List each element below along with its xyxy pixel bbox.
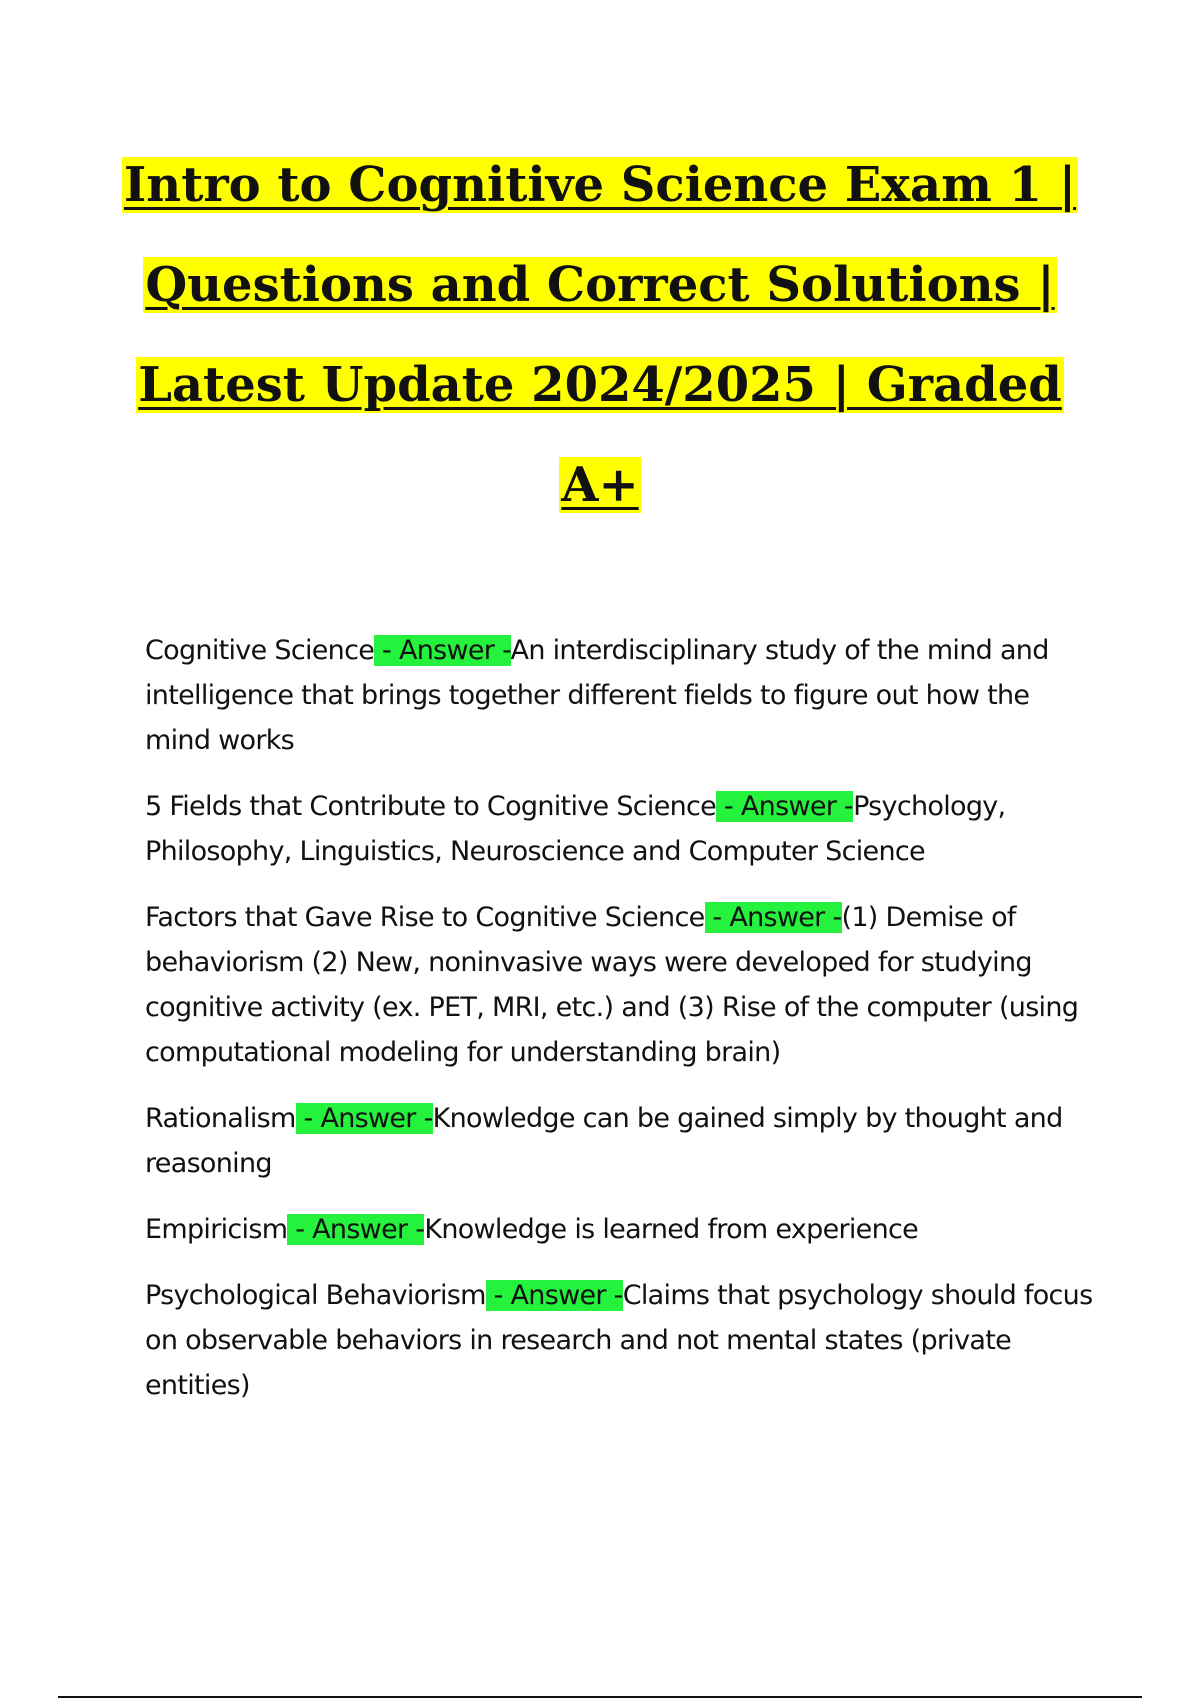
answer-tag: - Answer -	[704, 902, 842, 933]
document-title	[120, 135, 1080, 535]
qa-item	[145, 895, 1095, 1075]
title-line-1-text: Intro to Cognitive Science Exam 1 |	[123, 157, 1077, 213]
footer-divider	[58, 1696, 1142, 1698]
qa-term: Rationalism	[145, 1103, 296, 1134]
qa-item	[145, 1273, 1095, 1408]
answer-tag: - Answer -	[295, 1103, 433, 1134]
answer-tag: - Answer -	[485, 1280, 623, 1311]
qa-term: Factors that Gave Rise to Cognitive Science	[145, 902, 705, 933]
title-line-1	[120, 135, 1080, 235]
qa-item	[145, 784, 1095, 874]
qa-item	[145, 628, 1095, 763]
title-line-2-text: Questions and Correct Solutions |	[145, 257, 1055, 313]
answer-tag: - Answer -	[716, 791, 854, 822]
title-line-3	[120, 335, 1080, 435]
title-line-4	[120, 435, 1080, 535]
qa-term: 5 Fields that Contribute to Cognitive Science	[145, 791, 717, 822]
qa-term: Psychological Behaviorism	[145, 1280, 486, 1311]
qa-list	[145, 628, 1095, 1429]
qa-term: Cognitive Science	[145, 635, 375, 666]
qa-definition: An interdisciplinary study of the mind and intelligence that brings together different fields to figure out how the mind works	[145, 635, 1049, 756]
qa-definition: Knowledge is learned from experience	[424, 1214, 919, 1245]
qa-definition: Claims that psychology should focus on observable behaviors in research and not mental states (private entities)	[145, 1280, 1093, 1401]
qa-term: Empiricism	[145, 1214, 288, 1245]
answer-tag: - Answer -	[374, 635, 511, 666]
qa-item	[145, 1096, 1095, 1186]
qa-definition: Psychology, Philosophy, Linguistics, Neuroscience and Computer Science	[145, 791, 1006, 867]
title-line-3-text: Latest Update 2024/2025 | Graded	[138, 357, 1062, 413]
qa-definition: Knowledge can be gained simply by thought and reasoning	[145, 1103, 1063, 1179]
answer-tag: - Answer -	[287, 1214, 425, 1245]
qa-definition: (1) Demise of behaviorism (2) New, noninvasive ways were developed for studying cognitive activity (ex. PET, MRI, etc.) and (3) Rise of the computer (using computational modeling for understanding brain)	[145, 902, 1079, 1068]
qa-item	[145, 1207, 1095, 1252]
title-line-2	[120, 235, 1080, 335]
title-line-4-text: A+	[561, 457, 639, 513]
